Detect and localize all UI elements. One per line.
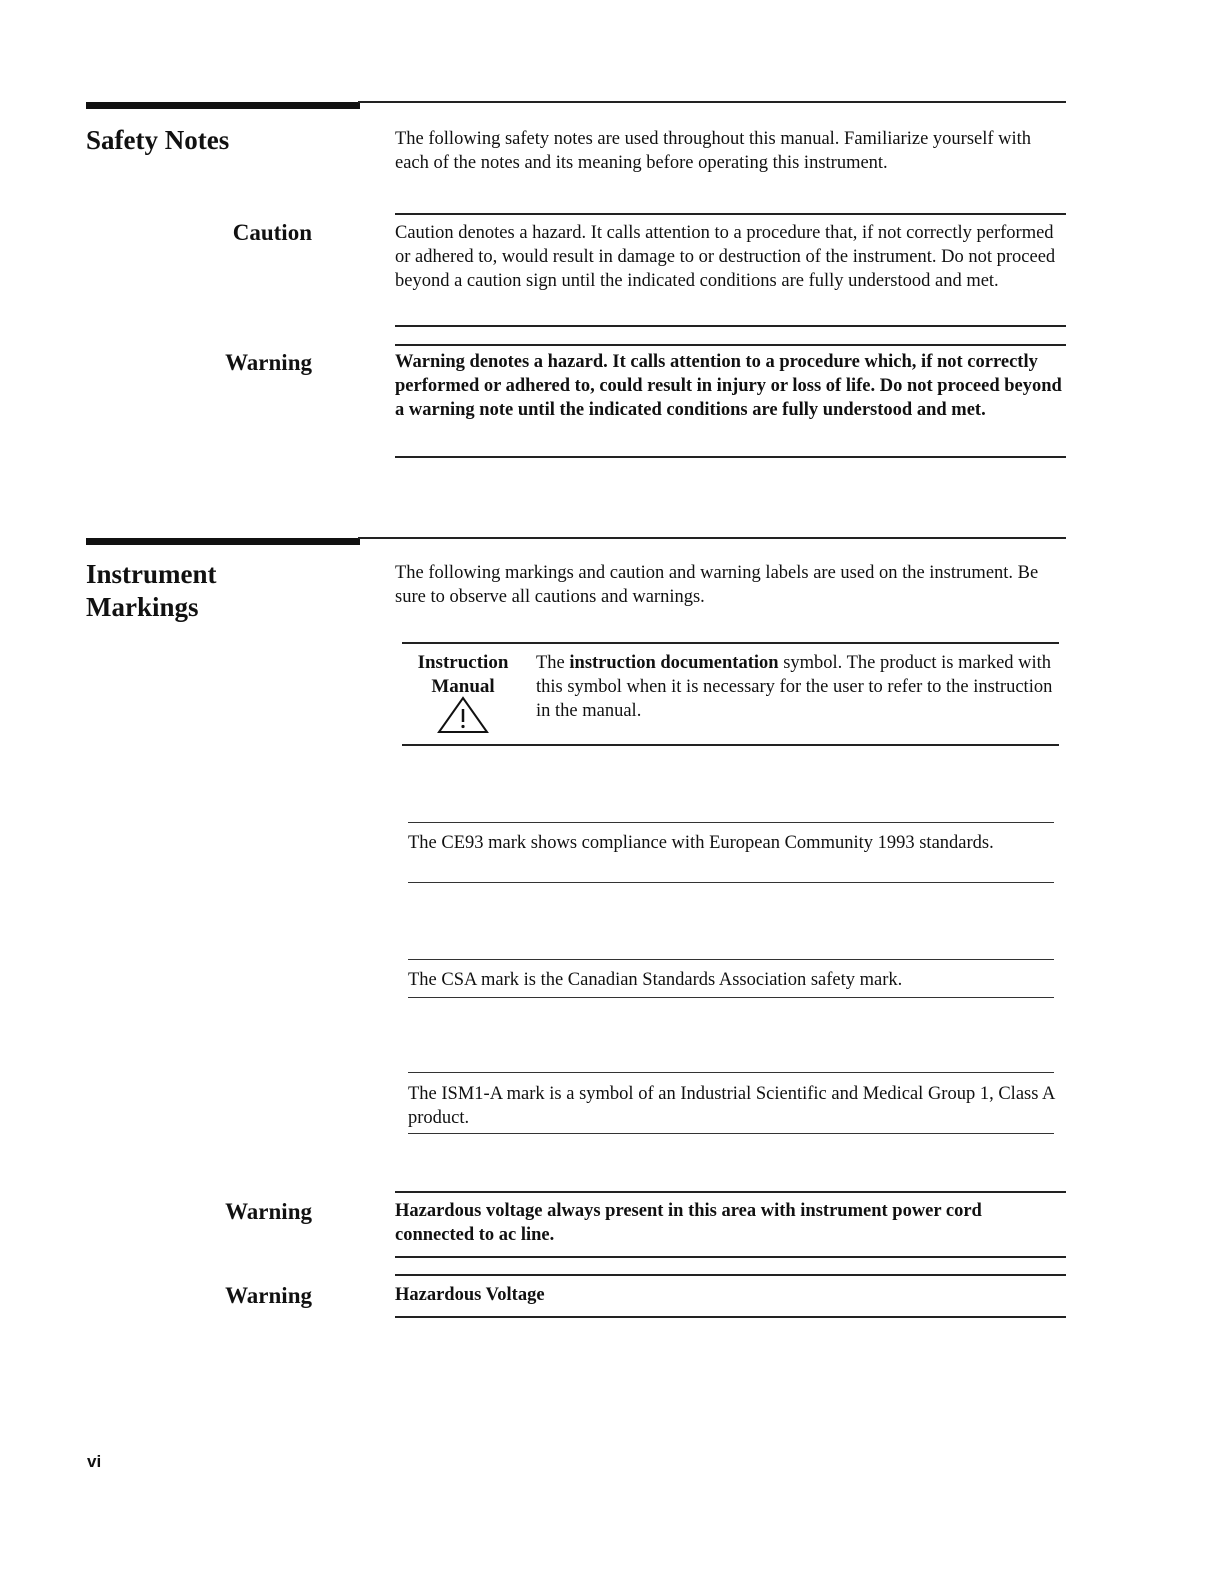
warning-label: Warning (225, 350, 312, 375)
title-line: Instrument (86, 559, 217, 589)
section-rule-thick (86, 538, 360, 545)
warning2-label: Warning (225, 1283, 312, 1308)
warning-top-rule (395, 344, 1066, 346)
warning1-label: Warning (225, 1199, 312, 1224)
ism-bottom-rule (408, 1133, 1054, 1134)
csa-bottom-rule (408, 997, 1054, 998)
section-title-instrument-markings (86, 558, 217, 624)
warning2-top-rule (395, 1274, 1066, 1276)
warning1-bottom-rule (395, 1256, 1066, 1258)
ce-text: The CE93 mark shows compliance with European Community 1993 standards. (408, 833, 994, 853)
section-rule (358, 537, 1066, 539)
title-line: Markings (86, 592, 199, 622)
manual-symbol (403, 651, 523, 735)
manual-text-post: symbol. The product is marked with this symbol when it is necessary for the user to refer to the instruction in the manual. (536, 653, 1053, 721)
manual-bottom-rule (402, 744, 1059, 746)
manual-text-bold: instruction documentation (569, 653, 779, 673)
warning1-top-rule (395, 1191, 1066, 1193)
section-rule-thick (86, 102, 360, 109)
section-title-safety-notes: Safety Notes (86, 125, 230, 155)
ism-top-rule (408, 1072, 1054, 1073)
caution-top-rule (395, 213, 1066, 215)
caution-bottom-rule (395, 325, 1066, 327)
caution-text: Caution denotes a hazard. It calls attention to a procedure that, if not correctly performed or adhered to, would result in damage to or destruction of the instrument. Do not proceed beyond a caution sign until the indicated conditions are fully understood and met. (395, 223, 1056, 291)
warning-bottom-rule (395, 456, 1066, 458)
safety-intro: The following safety notes are used throughout this manual. Familiarize yourself with each of the notes and its meaning before operating this instrument. (395, 129, 1032, 173)
manual-symbol-label: Manual (431, 676, 495, 697)
csa-text: The CSA mark is the Canadian Standards Association safety mark. (408, 970, 903, 990)
warning1-text: Hazardous voltage always present in this area with instrument power cord connected to ac line. (395, 1201, 982, 1245)
warning-triangle-icon (435, 695, 491, 735)
csa-top-rule (408, 959, 1054, 960)
ce-top-rule (408, 822, 1054, 823)
warning2-text: Hazardous Voltage (395, 1285, 545, 1305)
manual-text (536, 651, 1061, 723)
page-number: vi (87, 1452, 102, 1471)
ce-bottom-rule (408, 882, 1054, 883)
section-rule (358, 101, 1066, 103)
warning-text: Warning denotes a hazard. It calls attention to a procedure which, if not correctly performed or adhered to, could result in injury or loss of life. Do not proceed beyond a warning note until the indicated conditions are fully understood and met. (395, 352, 1062, 420)
caution-label: Caution (232, 220, 312, 245)
ism-text: The ISM1-A mark is a symbol of an Industrial Scientific and Medical Group 1, Class A product. (408, 1084, 1055, 1128)
warning2-bottom-rule (395, 1316, 1066, 1318)
manual-symbol-label: Instruction (417, 652, 509, 673)
manual-top-rule (402, 642, 1059, 644)
markings-intro: The following markings and caution and warning labels are used on the instrument. Be sure to observe all cautions and warnings. (395, 563, 1039, 607)
manual-text-pre: The (536, 653, 570, 673)
